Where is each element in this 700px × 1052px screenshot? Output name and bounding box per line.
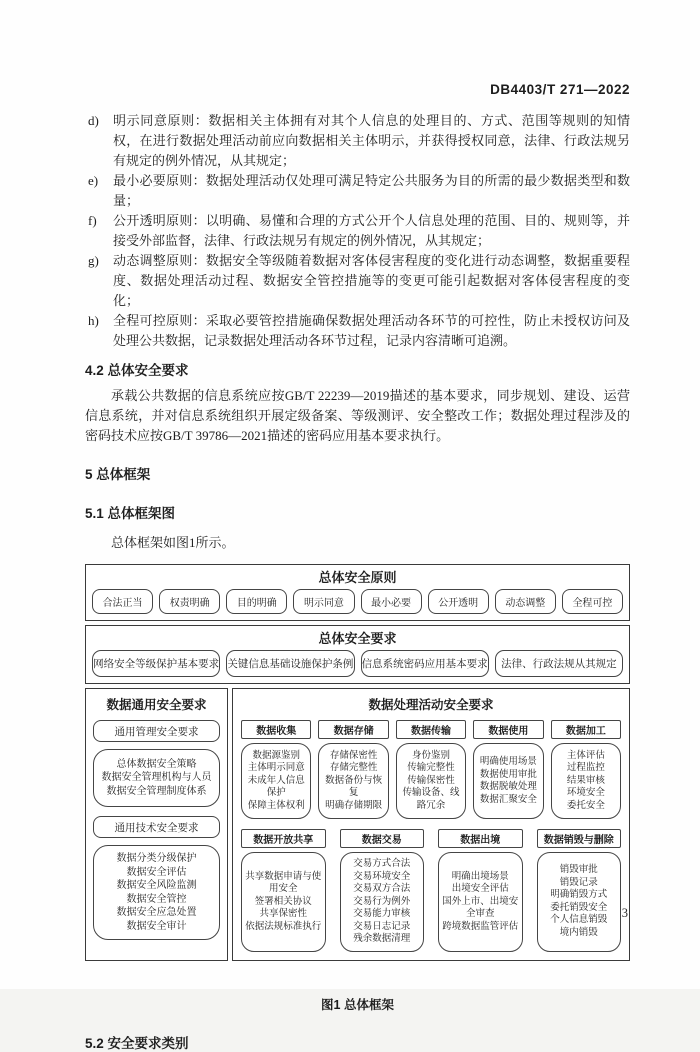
requirement-line: 数据安全应急处置 — [116, 907, 197, 918]
requirement-line: 总体数据安全策略 — [116, 758, 197, 770]
activity-header: 数据加工 — [551, 720, 621, 739]
principle-box: 全程可控 — [562, 589, 623, 614]
section-5-1-paragraph: 总体框架如图1所示。 — [111, 535, 235, 550]
activity-box — [241, 852, 326, 952]
requirement-line: 出境安全评估 — [451, 884, 509, 894]
section-4-2-paragraph: 承载公共数据的信息系统应按GB/T 22239—2019描述的基本要求，同步规划、建设、运营信息系统，并对信息系统组织开展定级备案、等级测评、安全整改工作；数据处理过程涉及的密码技术应按GB/T 39786—2021描述的密码应用基本要求执行。 — [85, 388, 630, 443]
activity-header: 数据收集 — [241, 720, 311, 739]
requirement-box: 关键信息基础设施保护条例 — [226, 650, 354, 677]
activity-column — [318, 720, 388, 819]
requirement-line: 数据备份与恢复 — [325, 775, 383, 799]
requirement-line: 数据安全管控 — [126, 893, 187, 905]
activity-header: 数据传输 — [396, 720, 466, 739]
requirement-line: 数据脱敏处理 — [479, 782, 537, 792]
requirements-section — [85, 625, 630, 684]
requirement-line: 明确出境场景 — [451, 871, 509, 882]
principle-box: 最小必要 — [361, 589, 422, 614]
requirement-box: 信息系统密码应用基本要求 — [361, 650, 489, 677]
requirement-line: 数据安全评估 — [126, 866, 187, 878]
requirement-box: 网络安全等级保护基本要求 — [92, 650, 220, 677]
general-security-panel — [85, 688, 228, 961]
requirement-line: 主体评估 — [566, 750, 605, 761]
requirement-line: 签署相关协议 — [254, 896, 312, 907]
requirements-pill-row — [92, 650, 623, 677]
requirement-line: 未成年人信息保护 — [247, 775, 305, 799]
principle-box: 明示同意 — [293, 589, 354, 614]
activity-box — [473, 743, 543, 819]
page-number: 3 — [621, 906, 628, 920]
activity-header: 数据交易 — [340, 829, 425, 848]
clause-label: h) — [88, 313, 99, 328]
section-heading-5-1: 5.1 总体框架图 — [85, 506, 176, 521]
activity-column — [396, 720, 466, 819]
requirement-line: 明确存储期限 — [325, 800, 383, 811]
standard-number-header: DB4403/T 271—2022 — [490, 82, 630, 97]
activity-box — [438, 852, 523, 952]
requirement-line: 数据使用审批 — [479, 769, 537, 780]
figure-caption: 图1 总体框架 — [321, 997, 394, 1012]
requirement-line: 国外上市、出境安全审查 — [442, 896, 519, 919]
requirement-line: 依据法规标准执行 — [245, 921, 322, 932]
requirement-box: 法律、行政法规从其规定 — [495, 650, 623, 677]
activities-row-2 — [241, 829, 621, 952]
requirement-line: 境内销毁 — [559, 927, 598, 938]
general-panel-title: 数据通用安全要求 — [106, 698, 207, 712]
activity-box — [396, 743, 466, 819]
requirement-line: 数据安全审计 — [126, 920, 187, 932]
requirement-line: 残余数据清理 — [353, 934, 411, 944]
requirement-line: 存储完整性 — [329, 763, 378, 774]
activity-header: 数据存储 — [318, 720, 388, 739]
list-item — [85, 251, 630, 311]
activity-box — [318, 743, 388, 819]
technical-requirements-box — [93, 845, 220, 940]
activity-box — [241, 743, 311, 819]
requirement-line: 数据分类分级保护 — [116, 853, 197, 864]
clause-label: d) — [88, 113, 99, 128]
principle-box: 合法正当 — [92, 589, 153, 614]
clause-label: g) — [88, 253, 99, 268]
clause-text: 最小必要原则：数据处理活动仅处理可满足特定公共服务为目的所需的最少数据类型和数量； — [113, 173, 630, 208]
requirement-line: 数据源鉴别 — [252, 750, 300, 761]
principle-box: 公开透明 — [428, 589, 489, 614]
requirement-line: 传输保密性 — [407, 775, 455, 786]
technical-requirements-header: 通用技术安全要求 — [93, 816, 220, 838]
requirement-line: 交易方式合法 — [353, 859, 411, 869]
list-item — [85, 311, 630, 351]
lower-diagram-split — [85, 688, 630, 961]
activities-row-1 — [241, 720, 621, 819]
section-heading-4-2: 4.2 总体安全要求 — [85, 363, 189, 378]
activity-header: 数据出境 — [438, 829, 523, 848]
requirement-line: 结果审核 — [566, 775, 605, 786]
requirement-line: 销毁审批 — [559, 865, 598, 876]
requirement-line: 跨境数据监管评估 — [442, 921, 519, 932]
requirement-line: 数据安全管理机构与人员 — [101, 772, 212, 784]
requirement-line: 主体明示同意 — [247, 763, 305, 774]
activity-column — [473, 720, 543, 819]
requirement-line: 交易日志记录 — [353, 921, 411, 932]
list-item — [85, 111, 630, 171]
requirement-line: 个人信息销毁 — [550, 915, 608, 926]
principles-clause-list — [85, 111, 630, 351]
requirement-line: 明确销毁方式 — [550, 890, 608, 901]
requirement-line: 委托安全 — [566, 800, 605, 811]
clause-text: 明示同意原则：数据相关主体拥有对其个人信息的处理目的、方式、范围等规则的知情权，在进行数据处理活动前应向数据相关主体明示，并获得授权同意，法律、行政法规另有规定的例外情况，从其规定； — [113, 113, 630, 168]
requirement-line: 存储保密性 — [329, 750, 378, 761]
requirement-line: 数据安全风险监测 — [116, 880, 197, 891]
requirement-line: 交易环境安全 — [353, 871, 411, 882]
requirement-line: 共享保密性 — [259, 909, 307, 919]
principles-pill-row — [92, 589, 623, 614]
management-requirements-box — [93, 749, 220, 807]
activities-security-panel — [232, 688, 630, 961]
list-item — [85, 211, 630, 251]
principles-section-title: 总体安全原则 — [318, 570, 397, 585]
requirement-line: 数据汇聚安全 — [479, 794, 537, 805]
list-item — [85, 171, 630, 211]
requirement-line: 委托销毁安全 — [550, 902, 608, 913]
principle-box: 动态调整 — [495, 589, 556, 614]
management-requirements-header: 通用管理安全要求 — [93, 720, 220, 742]
requirement-line: 环境安全 — [566, 788, 605, 799]
activity-column — [340, 829, 425, 952]
requirement-line: 数据安全管理制度体系 — [106, 785, 207, 797]
principle-box: 目的明确 — [226, 589, 287, 614]
requirement-line: 身份鉴别 — [412, 750, 451, 761]
requirement-line: 交易行为例外 — [353, 896, 411, 907]
requirement-line: 交易双方合法 — [353, 884, 411, 894]
activities-panel-title: 数据处理活动安全要求 — [368, 698, 494, 712]
activity-column — [241, 720, 311, 819]
requirement-line: 交易能力审核 — [353, 909, 411, 919]
requirement-line: 销毁记录 — [559, 877, 598, 888]
requirement-line: 传输设备、线路冗余 — [402, 788, 460, 811]
activity-column — [537, 829, 622, 952]
requirements-section-title: 总体安全要求 — [318, 631, 397, 646]
activity-column — [551, 720, 621, 819]
activity-box — [340, 852, 425, 952]
clause-text: 全程可控原则：采取必要管控措施确保数据处理活动各环节的可控性，防止未授权访问及处理公共数据，记录数据处理活动各环节过程，记录内容清晰可追溯。 — [113, 313, 630, 348]
requirement-line: 过程监控 — [566, 763, 605, 774]
principles-section — [85, 564, 630, 621]
section-heading-5-2: 5.2 安全要求类别 — [85, 1035, 189, 1051]
activity-header: 数据使用 — [473, 720, 543, 739]
activity-box — [537, 852, 622, 952]
clause-label: f) — [88, 213, 97, 228]
activity-header: 数据开放共享 — [241, 829, 326, 848]
requirement-line: 明确使用场景 — [479, 757, 537, 767]
requirement-line: 共享数据申请与使用安全 — [245, 871, 322, 894]
activity-box — [551, 743, 621, 819]
clause-label: e) — [88, 173, 99, 188]
clause-text: 公开透明原则：以明确、易懂和合理的方式公开个人信息处理的范围、目的、规则等，并接受外部监督，法律、行政法规另有规定的例外情况，从其规定； — [113, 213, 630, 248]
activity-header: 数据销毁与删除 — [537, 829, 622, 848]
activity-column — [241, 829, 326, 952]
section-heading-5: 5 总体框架 — [85, 467, 151, 482]
framework-diagram — [85, 564, 630, 961]
requirement-line: 传输完整性 — [407, 763, 455, 774]
principle-box: 权责明确 — [159, 589, 220, 614]
clause-text: 动态调整原则：数据安全等级随着数据对客体侵害程度的变化进行动态调整，数据重要程度、数据处理活动过程、数据安全管控措施等的变更可能引起数据对客体侵害程度的变化； — [113, 253, 630, 308]
activity-column — [438, 829, 523, 952]
requirement-line: 保障主体权利 — [247, 800, 305, 811]
